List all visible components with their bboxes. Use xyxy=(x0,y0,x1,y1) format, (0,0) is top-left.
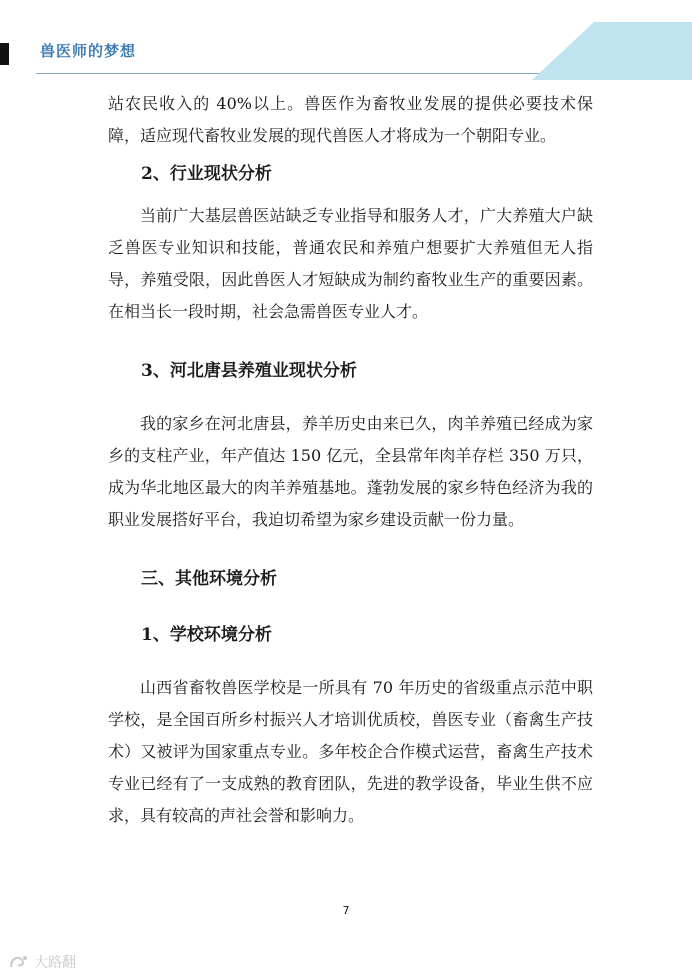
heading-other-environment: 三、其他环境分析 xyxy=(141,569,277,589)
watermark-logo-icon xyxy=(8,953,30,971)
header-decoration-shape xyxy=(532,22,692,80)
paragraph-continuation: 站农民收入的 40%以上。兽医作为畜牧业发展的提供必要技术保障，适应现代畜牧业发展的现代兽医人才将成为一个朝阳专业。 xyxy=(108,94,593,145)
paragraph-school-environment: 山西省畜牧兽医学校是一所具有 70 年历史的省级重点示范中职学校，是全国百所乡村振兴人才培训优质校，兽医专业（畜禽生产技术）又被评为国家重点专业。多年校企合作模式运营，畜禽生产技术专业已经有了一支成熟的教育团队，先进的教学设备，毕业生供不应求，具有较高的声社会誉和影响力。 xyxy=(108,678,593,825)
heading-industry-status: 2、行业现状分析 xyxy=(141,164,272,184)
page-number: 7 xyxy=(342,904,350,917)
page-header xyxy=(0,0,692,80)
header-accent-bar xyxy=(0,43,9,65)
heading-school-environment: 1、学校环境分析 xyxy=(141,625,272,645)
header-title: 兽医师的梦想 xyxy=(40,42,137,60)
paragraph-tangxian-status: 我的家乡在河北唐县，养羊历史由来已久，肉羊养殖已经成为家乡的支柱产业，年产值达 150 亿元，全县常年肉羊存栏 350 万只，成为华北地区最大的肉羊养殖基地。蓬勃发展的家乡特色经济为我的职业发展搭好平台，我迫切希望为家乡建设贡献一份力量。 xyxy=(108,414,593,529)
heading-tangxian-status: 3、河北唐县养殖业现状分析 xyxy=(141,361,357,381)
header-divider xyxy=(36,73,556,74)
watermark xyxy=(8,952,76,972)
watermark-text: 大路翻 xyxy=(34,955,76,971)
paragraph-industry-status: 当前广大基层兽医站缺乏专业指导和服务人才，广大养殖大户缺乏兽医专业知识和技能，普通农民和养殖户想要扩大养殖但无人指导，养殖受限，因此兽医人才短缺成为制约畜牧业生产的重要因素。在相当长一段时期，社会急需兽医专业人才。 xyxy=(108,206,593,321)
